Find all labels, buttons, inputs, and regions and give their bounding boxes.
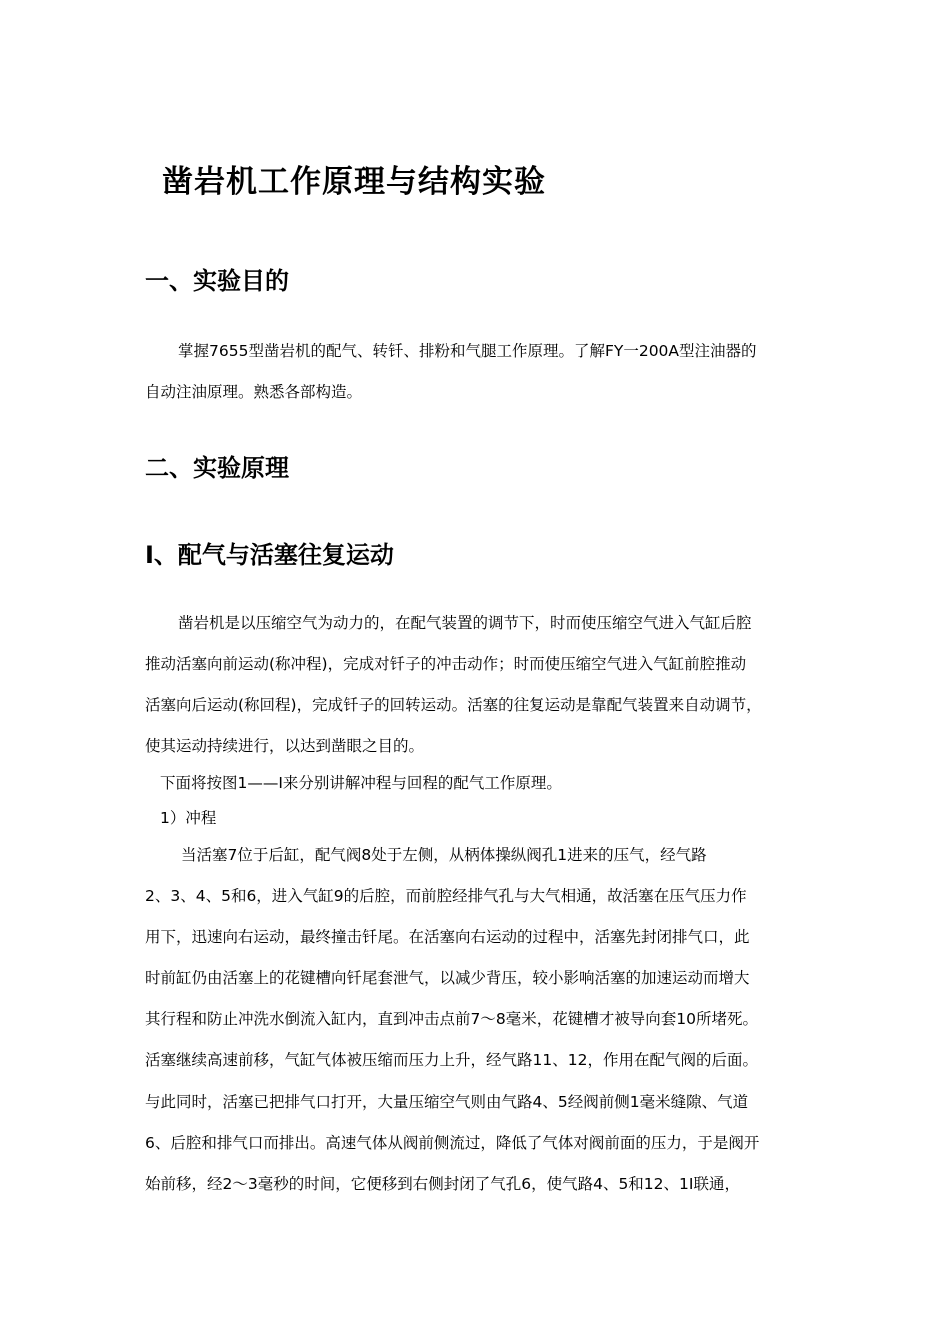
para3-line-3: 用下，迅速向右运动，最终撞击钎尾。在活塞向右运动的过程中，活塞先封闭排气口，此 xyxy=(145,928,750,946)
section-heading-principle: 二、实验原理 xyxy=(145,454,289,482)
subheading-stroke: 1）冲程 xyxy=(160,809,217,827)
para1-line-2: 推动活塞向前运动(称冲程)，完成对钎子的冲击动作；时而使压缩空气进入气缸前腔推动 xyxy=(145,655,747,673)
para3-line-1: 当活塞7位于后缸，配气阀8处于左侧，从柄体操纵阀孔1进来的压气，经气路 xyxy=(181,846,707,864)
para3-line-8: 6、后腔和排气口而排出。高速气体从阀前侧流过，降低了气体对阀前面的压力，于是阀开 xyxy=(145,1134,760,1152)
para2-line: 下面将按图1——I来分别讲解冲程与回程的配气工作原理。 xyxy=(160,774,562,792)
document-title: 凿岩机工作原理与结构实验 xyxy=(162,164,546,200)
objective-line-2: 自动注油原理。熟悉各部构造。 xyxy=(145,383,363,401)
section-heading-objective: 一、实验目的 xyxy=(145,267,289,295)
subsection-heading-air-distribution: I、配气与活塞往复运动 xyxy=(145,541,394,569)
para1-line-1: 凿岩机是以压缩空气为动力的，在配气装置的调节下，时而使压缩空气进入气缸后腔 xyxy=(178,614,752,632)
para1-line-4: 使其运动持续进行，以达到凿眼之目的。 xyxy=(145,737,425,755)
para3-line-7: 与此同时，活塞已把排气口打开，大量压缩空气则由气路4、5经阀前侧1毫米缝隙、气道 xyxy=(145,1093,749,1111)
para3-line-9: 始前移，经2～3毫秒的时间，它便移到右侧封闭了气孔6，使气路4、5和12、1I联通， xyxy=(145,1175,740,1193)
para3-line-2: 2、3、4、5和6，进入气缸9的后腔，而前腔经排气孔与大气相通，故活塞在压气压力作 xyxy=(145,887,747,905)
para3-line-4: 时前缸仍由活塞上的花键槽向钎尾套泄气，以减少背压，较小影响活塞的加速运动而增大 xyxy=(145,969,750,987)
para1-line-3: 活塞向后运动(称回程)，完成钎子的回转运动。活塞的往复运动是靠配气装置来自动调节， xyxy=(145,696,762,714)
objective-line-1: 掌握7655型凿岩机的配气、转钎、排粉和气腿工作原理。了解FY一200A型注油器的 xyxy=(178,342,757,360)
para3-line-5: 其行程和防止冲洗水倒流入缸内，直到冲击点前7～8毫米，花键槽才被导向套10所堵死。 xyxy=(145,1010,758,1028)
para3-line-6: 活塞继续高速前移，气缸气体被压缩而压力上升，经气路11、12，作用在配气阀的后面。 xyxy=(145,1051,758,1069)
